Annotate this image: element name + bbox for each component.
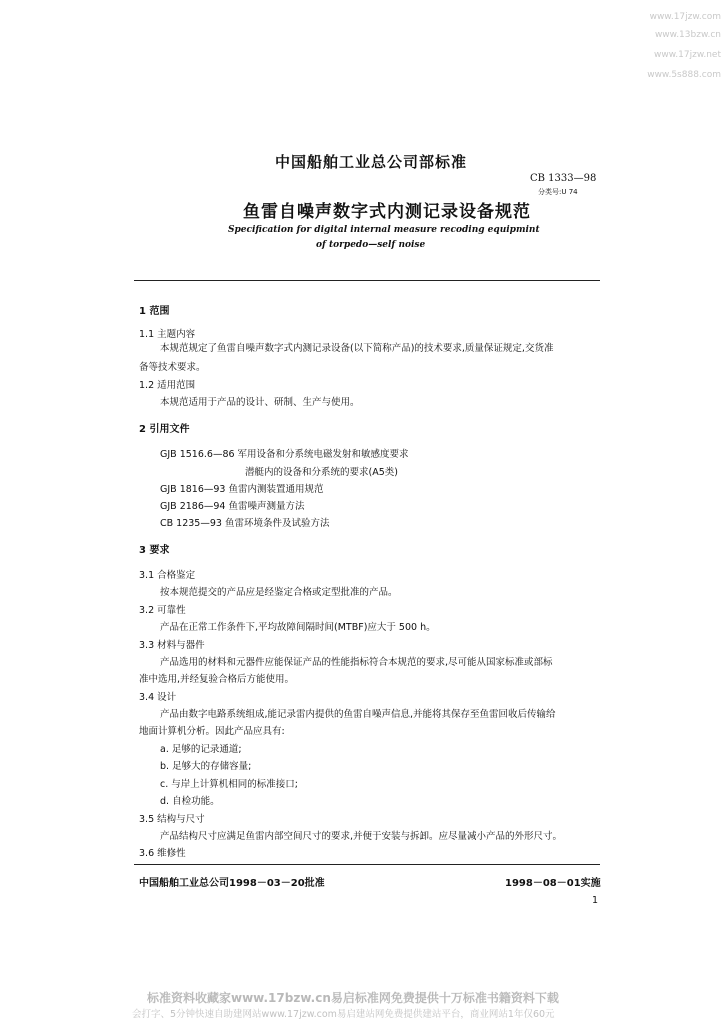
section-heading: 1 范围 [139,306,170,317]
paragraph-line: 产品选用的材料和元器件应能保证产品的性能指标符合本规范的要求,尽可能从国家标准或部标 [160,657,553,668]
paragraph-line: 产品由数字电路系统组成,能记录雷内提供的鱼雷自噪声信息,并能将其保存至鱼雷回收后传输给 [160,709,556,720]
header-divider [134,280,600,281]
subsection-heading: 3.2 可靠性 [139,605,186,616]
list-item: d. 自检功能。 [160,796,220,807]
document-title-en-line1: Specification for digital internal measure recoding equipmint [228,225,540,235]
watermark-banner: 标准资料收藏家www.17bzw.cn易启标准网免费提供十万标准书籍资料下载 [147,991,559,1005]
subsection-heading: 3.5 结构与尺寸 [139,814,205,825]
watermark-banner: 会打字、5分钟快速自助建网站www.17jzw.com易启建站网免费提供建站平台，商业网站1年仅60元 [132,1009,555,1020]
watermark-url: www.5s888.com [647,70,721,80]
list-item: c. 与岸上计算机相同的标准接口; [160,779,298,790]
document-title-cn: 鱼雷自噪声数字式内测记录设备规范 [243,202,531,222]
subsection-heading: 3.4 设计 [139,692,177,703]
section-heading: 3 要求 [139,545,170,556]
watermark-url: www.13bzw.cn [654,30,721,40]
subsection-heading: 3.3 材料与器件 [139,640,205,651]
subsection-heading: 3.6 维修性 [139,848,186,859]
watermark-url: www.17jzw.net [654,50,721,60]
reference-item: GJB 2186—94 鱼雷噪声测量方法 [160,501,305,512]
approval-note: 中国船舶工业总公司1998－03－20批准 [139,878,325,889]
reference-item-continued: 潜艇内的设备和分系统的要求(A5类) [245,467,398,478]
page-number: 1 [592,895,599,906]
standard-code: CB 1333—98 [530,173,597,184]
list-item: b. 足够大的存储容量; [160,761,252,772]
reference-item: CB 1235—93 鱼雷环境条件及试验方法 [160,518,330,529]
section-heading: 2 引用文件 [139,424,190,435]
subsection-heading: 1.2 适用范围 [139,380,196,391]
reference-item: GJB 1516.6—86 军用设备和分系统电磁发射和敏感度要求 [160,449,409,460]
paragraph-line: 本规范规定了鱼雷自噪声数字式内测记录设备(以下简称产品)的技术要求,质量保证规定,交货准 [160,343,554,354]
subsection-heading: 3.1 合格鉴定 [139,570,196,581]
footer-divider [134,864,600,865]
document-title-en-line2: of torpedo—self noise [316,240,426,250]
standard-org-heading: 中国船舶工业总公司部标准 [275,153,468,171]
paragraph-line: 备等技术要求。 [139,362,206,373]
subsection-heading: 1.1 主题内容 [139,329,196,340]
paragraph-line: 产品在正常工作条件下,平均故障间隔时间(MTBF)应大于 500 h。 [160,622,436,633]
paragraph-line: 产品结构尺寸应满足鱼雷内部空间尺寸的要求,并便于安装与拆卸。应尽量减小产品的外形尺寸。 [160,831,563,842]
paragraph-line: 准中选用,并经复验合格后方能使用。 [139,674,295,685]
paragraph-line: 地面计算机分析。因此产品应具有: [139,726,285,737]
watermark-url: www.17jzw.com [649,12,721,22]
implementation-date: 1998－08－01实施 [505,878,601,889]
paragraph-line: 本规范适用于产品的设计、研制、生产与使用。 [160,397,360,408]
classification-number: 分类号:U 74 [538,188,578,196]
paragraph-line: 按本规范提交的产品应是经鉴定合格或定型批准的产品。 [160,587,398,598]
reference-item: GJB 1816—93 鱼雷内测装置通用规范 [160,484,324,495]
list-item: a. 足够的记录通道; [160,744,242,755]
